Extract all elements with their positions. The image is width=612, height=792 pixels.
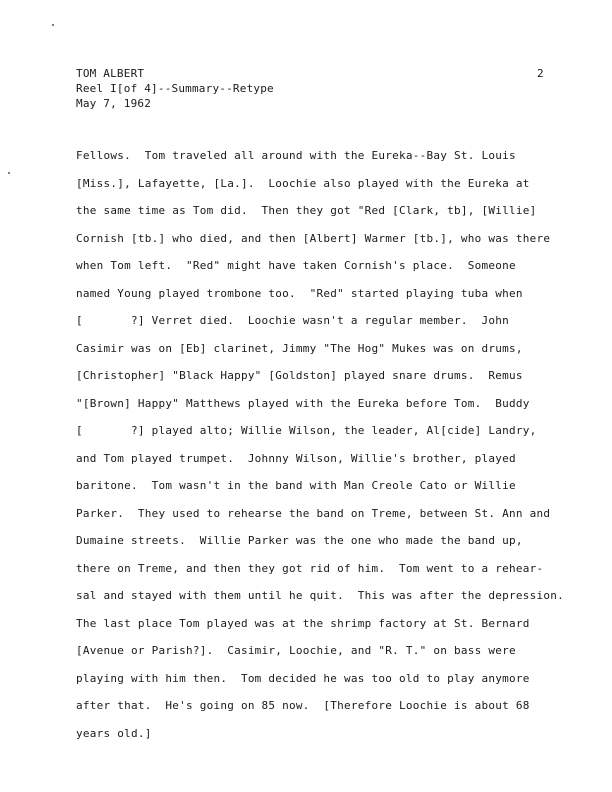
body-line: named Young played trombone too. "Red" started playing tuba when xyxy=(76,286,523,300)
body-line: Parker. They used to rehearse the band on Treme, between St. Ann and xyxy=(76,506,551,520)
body-line: Dumaine streets. Willie Parker was the one who made the band up, xyxy=(76,534,523,547)
body-line: [Christopher] "Black Happy" [Goldston] played snare drums. Remus xyxy=(76,369,523,382)
body-line: sal and stayed with them until he quit. This was after the depression. xyxy=(76,589,564,602)
body-line: years old.] xyxy=(76,726,152,740)
body-line: there on Treme, and then they got rid of him. Tom went to a rehear- xyxy=(76,561,544,575)
document-header xyxy=(76,66,274,111)
body-line: [Miss.], Lafayette, [La.]. Loochie also played with the Eureka at xyxy=(76,176,530,190)
body-line: [Avenue or Parish?]. Casimir, Loochie, and "R. T." on bass were xyxy=(76,644,516,657)
body-line: baritone. Tom wasn't in the band with Man Creole Cato or Willie xyxy=(76,479,516,492)
summary-body xyxy=(76,148,596,753)
scan-speck xyxy=(52,24,54,26)
interview-date: May 7, 1962 xyxy=(76,97,152,110)
body-line: Casimir was on [Eb] clarinet, Jimmy "The Hog" Mukes was on drums, xyxy=(76,341,523,355)
body-line: when Tom left. "Red" might have taken Cornish's place. Someone xyxy=(76,259,516,272)
body-line: [ ?] played alto; Willie Wilson, the leader, Al[cide] Landry, xyxy=(76,424,537,437)
body-line: Fellows. Tom traveled all around with the Eureka--Bay St. Louis xyxy=(76,149,516,162)
scan-speck xyxy=(8,172,10,174)
body-line: "[Brown] Happy" Matthews played with the Eureka before Tom. Buddy xyxy=(76,396,530,410)
body-line: and Tom played trumpet. Johnny Wilson, Willie's brother, played xyxy=(76,451,516,465)
interviewee-name: TOM ALBERT xyxy=(76,67,145,80)
body-line: Cornish [tb.] who died, and then [Albert] Warmer [tb.], who was there xyxy=(76,231,551,245)
body-line: playing with him then. Tom decided he was too old to play anymore xyxy=(76,671,530,685)
reel-info: Reel I[of 4]--Summary--Retype xyxy=(76,82,274,95)
body-line: The last place Tom played was at the shrimp factory at St. Bernard xyxy=(76,616,530,630)
body-line: the same time as Tom did. Then they got "Red [Clark, tb], [Willie] xyxy=(76,204,537,217)
body-line: [ ?] Verret died. Loochie wasn't a regular member. John xyxy=(76,314,509,327)
page-number: 2 xyxy=(537,67,544,80)
body-line: after that. He's going on 85 now. [Therefore Loochie is about 68 xyxy=(76,699,530,712)
